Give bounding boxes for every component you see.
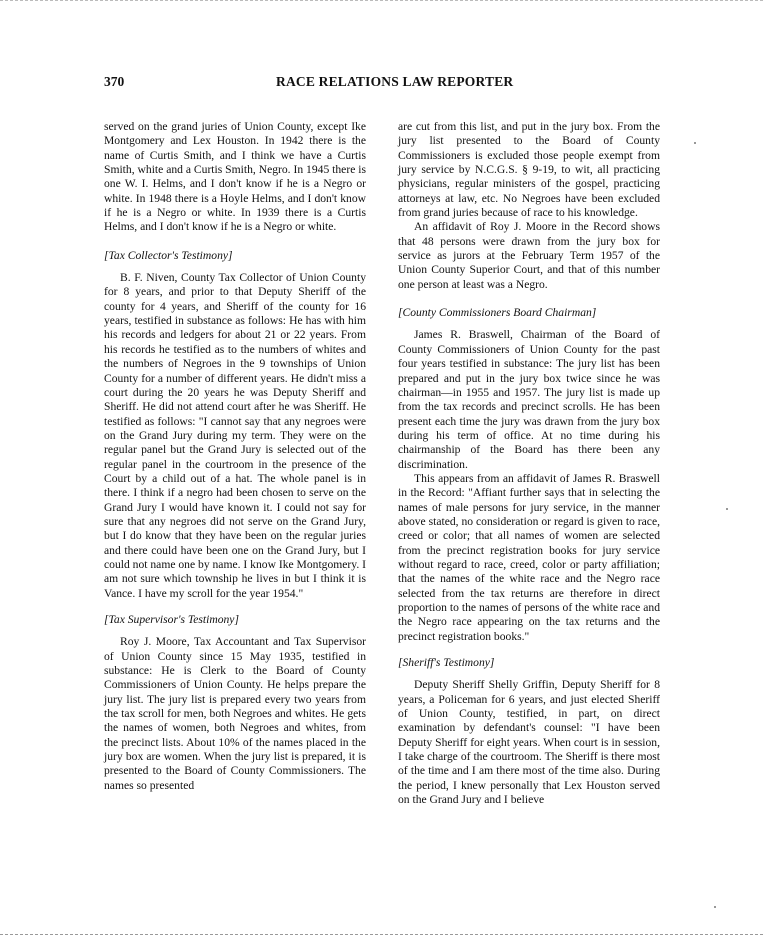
bottom-dashed-border [0, 934, 763, 935]
scan-speck [726, 508, 728, 510]
left-paragraph-1: served on the grand juries of Union County, except Ike Montgomery and Lex Houston. In 1942 there is the name of Curtis Smith, and I think we have a Curtis Smith, white and a Curtis Smith, Negro. In 1945 there is one W. I. Helms, and I don't know if he is a Negro or white. In 1948 there is a Hoyle Helms, and I don't know if he is a Negro or white. In 1939 there is a Curtis Helms, and I don't know if he is a Negro or white. [104, 120, 366, 234]
section-heading-tax-supervisor: [Tax Supervisor's Testimony] [104, 613, 239, 626]
right-paragraph-4: This appears from an affidavit of James R. Braswell in the Record: "Affiant further says that in selecting the names of male persons for jury service, in the manner above stated, no consideration or regard is given to race, creed or color; that all names of women are selected from the precinct registration books for jury service without regard to race, creed, color or party affiliation; that the names of the white race and the Negro race selected from the tax returns are therefore in direct proportion to the names of persons of the white race and the Negro race appearing on the tax returns and the precinct registration books." [398, 471, 660, 643]
page-number: 370 [104, 74, 125, 89]
section-heading-tax-collector: [Tax Collector's Testimony] [104, 248, 233, 262]
left-paragraph-3: Roy J. Moore, Tax Accountant and Tax Supervisor of Union County since 15 May 1935, testified in substance: He is Clerk to the Board of County Commissioners of Union County. He helps prepare the jury list. The jury list is prepared every two years from the tax scroll for men, both Negroes and whites. He gets the names of women, both Negroes and whites, from the precinct lists. About 10% of the names placed in the jury box are women. When the jury list is prepared, it is presented to the Board of County Commissioners. The names so presented [104, 635, 366, 792]
scan-speck [694, 142, 696, 144]
top-dashed-border [0, 0, 763, 1]
left-column [104, 120, 366, 793]
right-paragraph-2: An affidavit of Roy J. Moore in the Record shows that 48 persons were drawn from the jury box for service as jurors at the February Term 1957 of the Union County Superior Court, and that of this number one person at least was a Negro. [398, 220, 660, 291]
right-column [398, 120, 660, 807]
right-paragraph-5: Deputy Sheriff Shelly Griffin, Deputy Sheriff for 8 years, a Policeman for 6 years, and just elected Sheriff of Union County, testified, in part, on direct examination by defendant's counsel: "I have been Deputy Sheriff for eight years. When court is in session, I take charge of the courtroom. The Sheriff is there most of the time and I am there most of the time also. During the period, I knew personally that Lex Houston served on the Grand Jury and I believe [398, 678, 660, 807]
right-paragraph-1: are cut from this list, and put in the jury box. From the jury list presented to the Board of County Commissioners is excluded those people exempt from jury service by N.C.G.S. § 9-19, to wit, all practicing physicians, regular ministers of the gospel, practicing attorneys at law, etc. No Negroes have been excluded from grand juries because of race to his knowledge. [398, 120, 660, 220]
running-head: RACE RELATIONS LAW REPORTER [276, 74, 514, 89]
right-paragraph-3: James R. Braswell, Chairman of the Board of County Commissioners of Union County for the past four years testified in substance: The jury list has been prepared and put in the jury box twice since he was chairman—in 1955 and 1957. The jury list is made up from the tax records and precinct scrolls. He has been present each time the jury was drawn from the jury box during his term of office. At no time during his chairmanship of the Board has there been any discrimination. [398, 328, 660, 471]
left-paragraph-2: B. F. Niven, County Tax Collector of Union County for 8 years, and prior to that Deputy Sheriff of the county for 4 years, and Sheriff of the county for 16 years, testified in substance as follows: He has with him his records and ledgers for about 21 or 22 years. From his records he testified as to the numbers of whites and the numbers of Negroes in the 9 townships of Union County for a number of different years. He didn't miss a court during the 20 years he was Deputy Sheriff and Sheriff. He did not attend court after he was Sheriff. He testified as follows: "I cannot say that any negroes were on the Grand Jury during my term. They were on the regular panel but the Grand Jury is selected out of the regular panel in the courtroom in the presence of the Court by a child out of a hat. The whole panel is in there. I think if a negro had been chosen to serve on the Grand Jury I would have known it. I could not say for sure that any negroes did not serve on the Grand Jury, but I do know that they have been on the regular juries and there could have been one on the Grand Jury, but I could not name one by name. I know Ike Montgomery. I am not sure which township he lives in but I think it is Vance. I have my scroll for the year 1954." [104, 271, 366, 600]
section-heading-sheriff: [Sheriff's Testimony] [398, 656, 495, 670]
section-heading-commissioners-chairman: [County Commissioners Board Chairman] [398, 306, 597, 320]
scan-speck [714, 906, 716, 908]
